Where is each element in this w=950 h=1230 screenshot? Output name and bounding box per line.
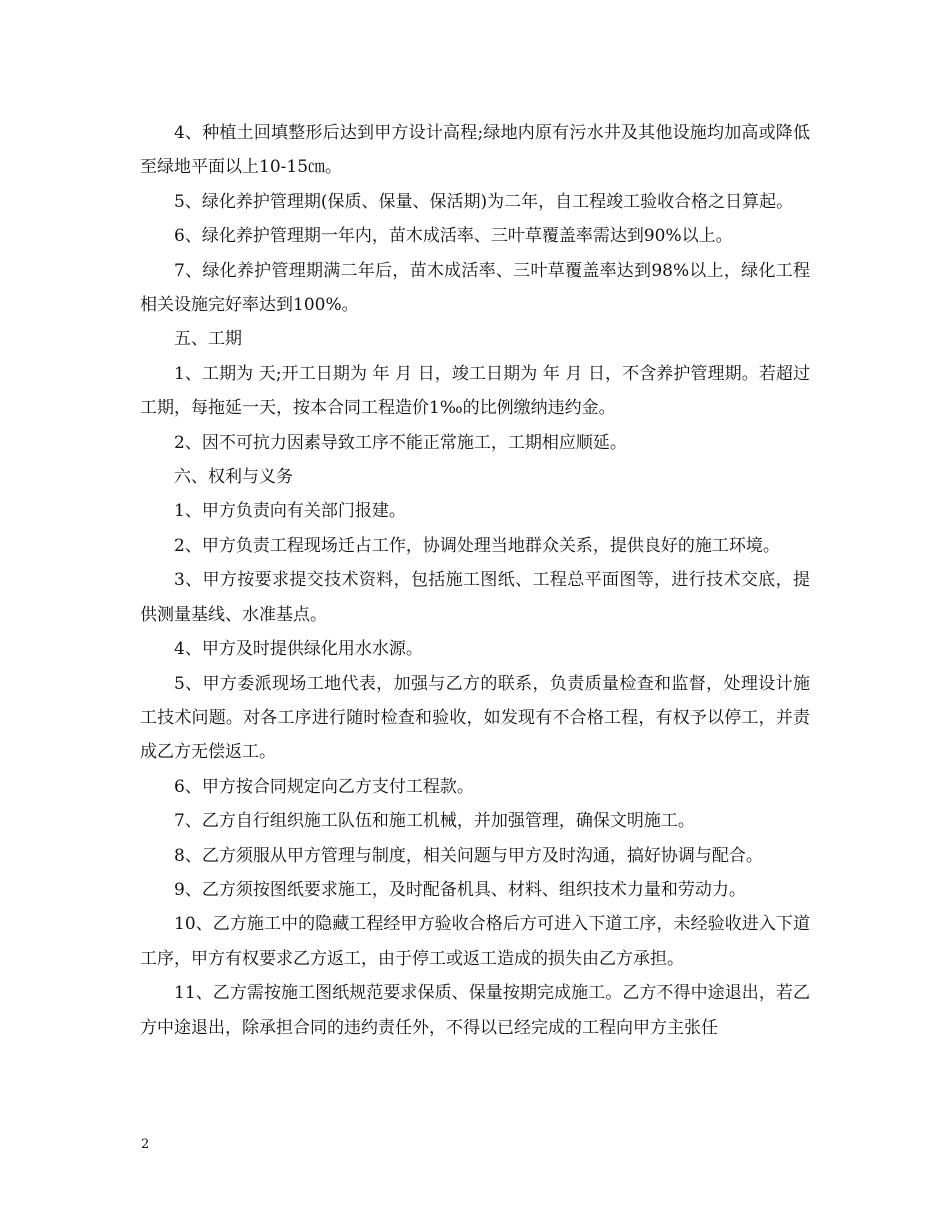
- paragraph: 4、种植土回填整形后达到甲方设计高程;绿地内原有污水井及其他设施均加高或降低至绿地平面以上10-15㎝。: [140, 123, 810, 178]
- paragraph: 8、乙方须服从甲方管理与制度，相关问题与甲方及时沟通，搞好协调与配合。: [174, 845, 763, 866]
- paragraph: 2、因不可抗力因素导致工序不能正常施工，工期相应顺延。: [174, 432, 627, 453]
- paragraph: 4、甲方及时提供绿化用水水源。: [174, 639, 423, 660]
- paragraph: 5、绿化养护管理期(保质、保量、保活期)为二年，自工程竣工验收合格之日算起。: [174, 191, 794, 212]
- document-body: [140, 116, 810, 1045]
- paragraph: 1、甲方负责向有关部门报建。: [174, 501, 406, 522]
- paragraph: 7、乙方自行组织施工队伍和施工机械，并加强管理，确保文明施工。: [174, 811, 695, 832]
- paragraph: 6、甲方按合同规定向乙方支付工程款。: [174, 776, 474, 797]
- paragraph: 6、绿化养护管理期一年内，苗木成活率、三叶草覆盖率需达到90%以上。: [174, 226, 733, 247]
- paragraph: 5、甲方委派现场工地代表，加强与乙方的联系，负责质量检查和监督，处理设计施工技术问题。对各工序进行随时检查和验收，如发现有不合格工程，有权予以停工，并责成乙方无偿返工。: [140, 673, 810, 763]
- paragraph: 3、甲方按要求提交技术资料，包括施工图纸、工程总平面图等，进行技术交底，提供测量基线、水准基点。: [140, 570, 810, 625]
- section-heading-rights-obligations: 六、权利与义务: [174, 467, 293, 488]
- paragraph: 2、甲方负责工程现场迁占工作，协调处理当地群众关系，提供良好的施工环境。: [174, 535, 780, 556]
- paragraph: 10、乙方施工中的隐藏工程经甲方验收合格后方可进入下道工序，未经验收进入下道工序，甲方有权要求乙方返工，由于停工或返工造成的损失由乙方承担。: [140, 914, 810, 969]
- section-heading-schedule: 五、工期: [174, 329, 242, 350]
- paragraph: 1、工期为 天;开工日期为 年 月 日，竣工日期为 年 月 日，不含养护管理期。若超过工期，每拖延一天，按本合同工程造价1‰的比例缴纳违约金。: [140, 363, 810, 419]
- paragraph: 7、绿化养护管理期满二年后，苗木成活率、三叶草覆盖率达到98%以上，绿化工程相关设施完好率达到100%。: [140, 260, 810, 316]
- page-number: 2: [141, 1137, 150, 1152]
- paragraph: 9、乙方须按图纸要求施工，及时配备机具、材料、组织技术力量和劳动力。: [174, 879, 746, 900]
- paragraph: 11、乙方需按施工图纸规范要求保质、保量按期完成施工。乙方不得中途退出，若乙方中途退出，除承担合同的违约责任外，不得以已经完成的工程向甲方主张任: [140, 983, 810, 1038]
